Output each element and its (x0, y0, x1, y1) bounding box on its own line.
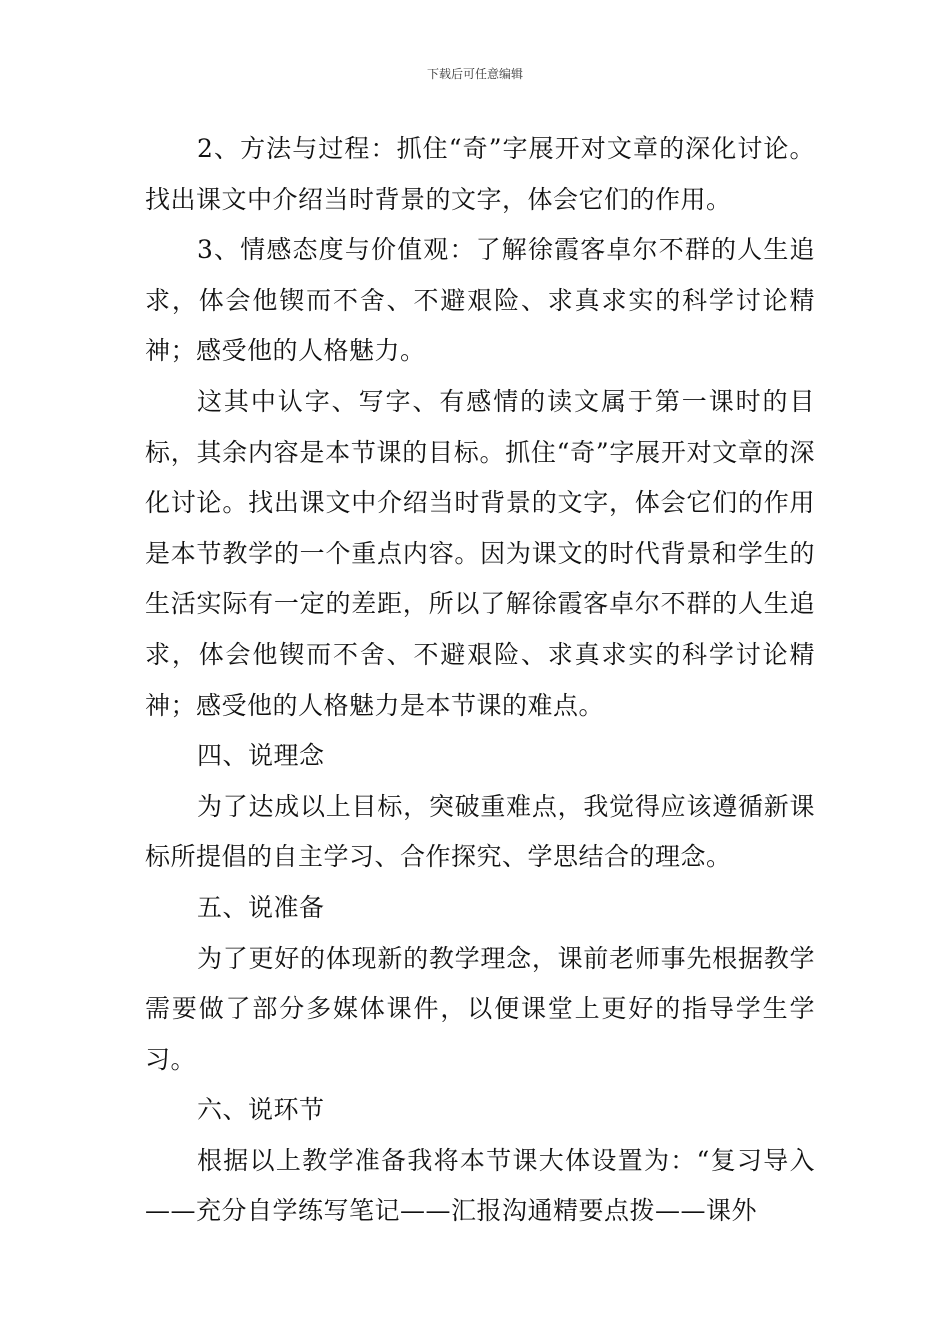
paragraph-emotion-values: 3、情感态度与价值观：了解徐霞客卓尔不群的人生追求，体会他锲而不舍、不避艰险、求真求实的科学讨论精神；感受他的人格魅力。 (145, 235, 815, 366)
paragraph-method-process: 2、方法与过程：抓住“奇”字展开对文章的深化讨论。找出课文中介绍当时背景的文字，体会它们的作用。 (145, 134, 815, 214)
paragraph-goals-summary: 这其中认字、写字、有感情的读文属于第一课时的目标，其余内容是本节课的目标。抓住“奇”字展开对文章的深化讨论。找出课文中介绍当时背景的文字，体会它们的作用是本节教学的一个重点内容。因为课文的时代背景和学生的生活实际有一定的差距，所以了解徐霞客卓尔不群的人生追求，体会他锲而不舍、不避艰险、求真求实的科学讨论精神；感受他的人格魅力是本节课的难点。 (145, 386, 815, 720)
paragraph-steps: 根据以上教学准备我将本节课大体设置为：“复习导入——充分自学练写笔记——汇报沟通精要点拨——课外 (145, 1145, 815, 1226)
section-heading-preparation: 五、说准备 (197, 892, 325, 922)
paragraph-philosophy: 为了达成以上目标，突破重难点，我觉得应该遵循新课标所提倡的自主学习、合作探究、学思结合的理念。 (145, 791, 815, 872)
page-header-note: 下载后可任意编辑 (426, 67, 523, 81)
section-heading-philosophy: 四、说理念 (197, 741, 325, 771)
paragraph-preparation: 为了更好的体现新的教学理念，课前老师事先根据教学需要做了部分多媒体课件，以便课堂上更好的指导学生学习。 (145, 943, 815, 1074)
document-body (145, 124, 815, 1237)
section-heading-steps: 六、说环节 (197, 1095, 325, 1125)
